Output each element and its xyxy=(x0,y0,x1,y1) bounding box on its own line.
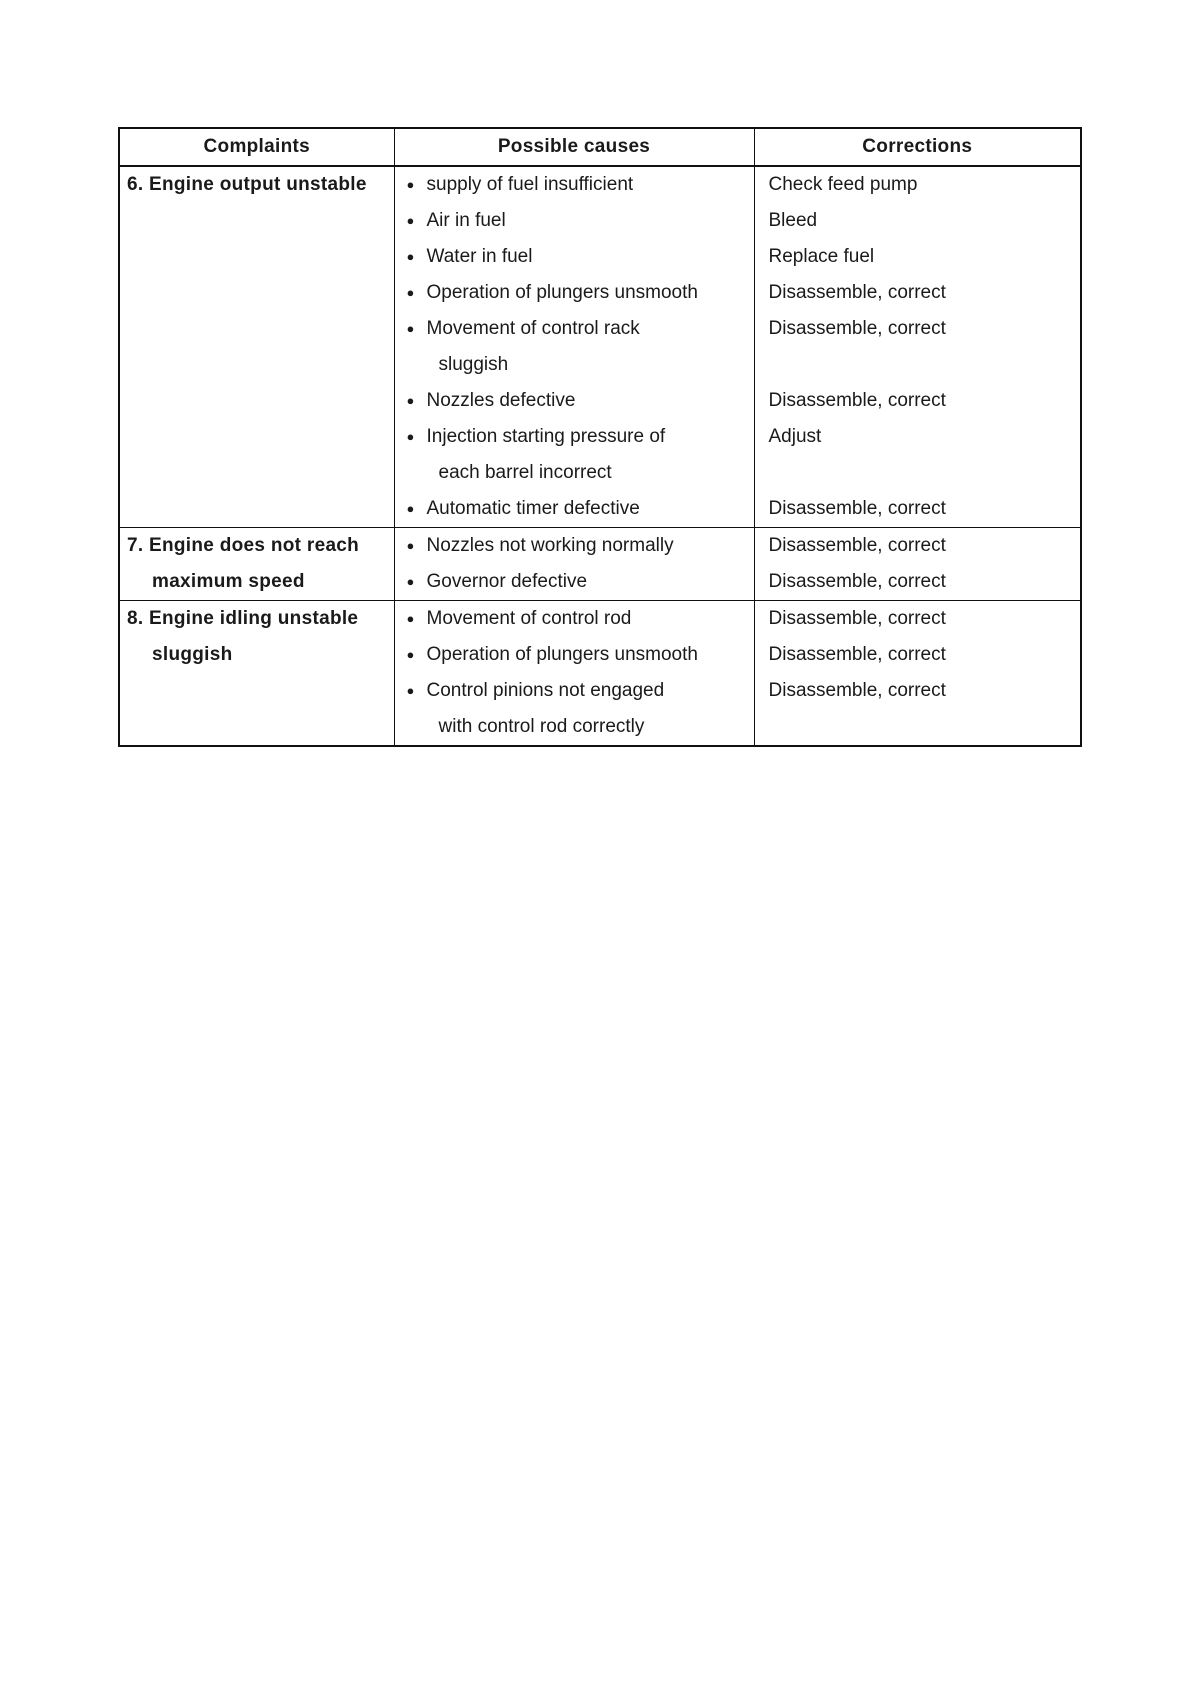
cause-text: Water in fuel xyxy=(426,246,533,267)
bullet-icon: ● xyxy=(406,285,415,300)
possible-causes-cell xyxy=(394,528,754,601)
correction-text: Disassemble, correct xyxy=(768,608,946,629)
complaint-cell xyxy=(119,528,394,601)
correction-text: Disassemble, correct xyxy=(768,498,946,519)
cause-item xyxy=(395,383,754,419)
complaint-line: 8. Engine idling unstable xyxy=(127,608,359,629)
bullet-icon: ● xyxy=(406,249,415,264)
cause-item xyxy=(395,311,754,347)
complaint-text xyxy=(120,564,394,600)
cause-text: sluggish xyxy=(438,354,509,375)
cause-item xyxy=(395,455,754,491)
cause-text: Automatic timer defective xyxy=(426,498,640,519)
cause-text: Injection starting pressure of xyxy=(426,426,666,447)
complaint-line: 6. Engine output unstable xyxy=(127,174,367,195)
bullet-icon: ● xyxy=(406,501,415,516)
corrections-cell xyxy=(754,166,1081,528)
cause-item xyxy=(395,637,754,673)
correction-text: Disassemble, correct xyxy=(768,644,946,665)
complaint-text xyxy=(120,637,394,673)
correction-text: Disassemble, correct xyxy=(768,680,946,701)
complaint-line: maximum speed xyxy=(152,571,305,592)
cause-text: Operation of plungers unsmooth xyxy=(426,282,698,303)
bullet-icon: ● xyxy=(406,393,415,408)
cause-text: Air in fuel xyxy=(426,210,506,231)
complaint-cell xyxy=(119,601,394,747)
cause-text: Governor defective xyxy=(426,571,588,592)
correction-text: Adjust xyxy=(768,426,822,447)
complaint-text xyxy=(120,167,394,203)
complaint-line: sluggish xyxy=(152,644,233,665)
bullet-icon: ● xyxy=(406,538,415,553)
cause-text: Movement of control rod xyxy=(426,608,632,629)
correction-text: Bleed xyxy=(768,210,818,231)
correction-spacer xyxy=(755,455,1081,491)
cause-item xyxy=(395,347,754,383)
complaint-text xyxy=(120,528,394,564)
cause-item xyxy=(395,275,754,311)
bullet-icon: ● xyxy=(406,213,415,228)
correction-spacer xyxy=(755,347,1081,383)
bullet-icon: ● xyxy=(406,611,415,626)
possible-causes-cell xyxy=(394,601,754,747)
cause-item xyxy=(395,167,754,203)
bullet-icon: ● xyxy=(406,429,415,444)
cause-item xyxy=(395,239,754,275)
table-row xyxy=(119,528,1081,601)
cause-item xyxy=(395,601,754,637)
cause-item xyxy=(395,709,754,745)
complaint-cell xyxy=(119,166,394,528)
correction-spacer xyxy=(755,709,1081,745)
correction-text: Check feed pump xyxy=(768,174,918,195)
bullet-icon: ● xyxy=(406,574,415,589)
table-row xyxy=(119,601,1081,747)
cause-text: Control pinions not engaged xyxy=(426,680,665,701)
correction-text: Disassemble, correct xyxy=(768,282,946,303)
header-complaints: Complaints xyxy=(119,128,394,166)
cause-text: Nozzles defective xyxy=(426,390,576,411)
cause-item xyxy=(395,419,754,455)
cause-item xyxy=(395,491,754,527)
complaint-line: 7. Engine does not reach xyxy=(127,535,360,556)
bullet-icon: ● xyxy=(406,647,415,662)
corrections-cell xyxy=(754,528,1081,601)
correction-text: Disassemble, correct xyxy=(768,571,946,592)
correction-text: Replace fuel xyxy=(768,246,875,267)
cause-item xyxy=(395,673,754,709)
correction-text: Disassemble, correct xyxy=(768,535,946,556)
cause-item xyxy=(395,203,754,239)
bullet-icon: ● xyxy=(406,683,415,698)
cause-text: Nozzles not working normally xyxy=(426,535,674,556)
complaint-text xyxy=(120,601,394,637)
cause-item xyxy=(395,564,754,600)
table-body xyxy=(119,166,1081,746)
table-row xyxy=(119,166,1081,528)
correction-text: Disassemble, correct xyxy=(768,318,946,339)
header-possible-causes: Possible causes xyxy=(394,128,754,166)
header-corrections: Corrections xyxy=(754,128,1081,166)
bullet-icon: ● xyxy=(406,321,415,336)
cause-text: with control rod correctly xyxy=(438,716,645,737)
bullet-icon: ● xyxy=(406,177,415,192)
cause-text: Movement of control rack xyxy=(426,318,640,339)
possible-causes-cell xyxy=(394,166,754,528)
cause-item xyxy=(395,528,754,564)
cause-text: supply of fuel insufficient xyxy=(426,174,634,195)
header-row xyxy=(119,128,1081,166)
cause-text: Operation of plungers unsmooth xyxy=(426,644,698,665)
troubleshooting-table xyxy=(118,127,1082,747)
corrections-cell xyxy=(754,601,1081,747)
correction-text: Disassemble, correct xyxy=(768,390,946,411)
cause-text: each barrel incorrect xyxy=(438,462,612,483)
